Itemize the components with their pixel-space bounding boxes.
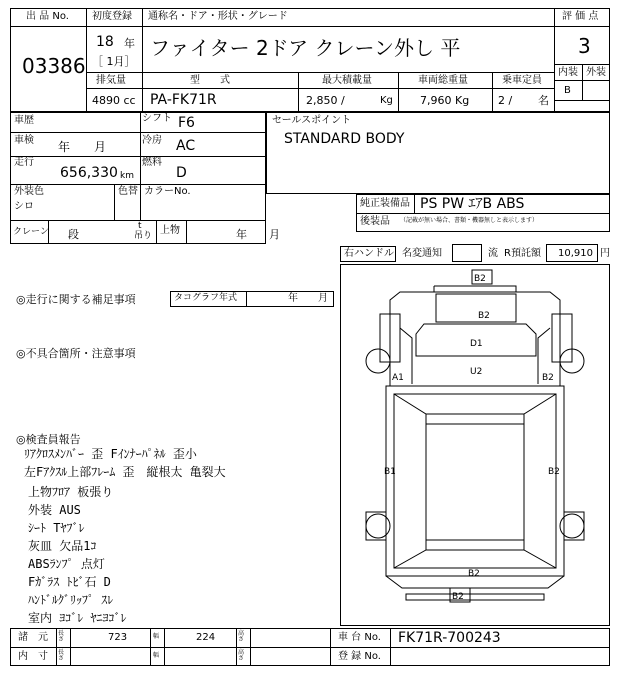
mark-b2-top: B2 xyxy=(474,274,486,284)
first-registration-label: 初度登録 xyxy=(92,11,132,22)
color-value: シロ xyxy=(14,201,34,212)
inspector-line-7: ABSﾗﾝﾌﾟ 点灯 xyxy=(28,557,105,571)
crane-label: クレーン xyxy=(13,227,49,237)
body-value: 年 月 xyxy=(236,228,280,241)
height-label: 高さ xyxy=(238,630,245,643)
tachograph-value: 年 月 xyxy=(288,293,328,304)
plate-label: 登 録 No. xyxy=(338,651,381,662)
mark-b2-rear: B2 xyxy=(468,569,480,579)
inspector-line-1: ﾘｱｸﾛｽﾒﾝﾊﾞｰ 歪 Fｲﾝﾅｰﾊﾟﾈﾙ 歪小 xyxy=(24,447,197,461)
inspector-heading: ◎検査員報告 xyxy=(16,433,81,446)
inspector-line-6: 灰皿 欠品1ｺ xyxy=(28,539,97,553)
body-label: 上物 xyxy=(160,225,180,236)
mileage-unit: km xyxy=(120,171,134,181)
exterior-grade-label: 外装 xyxy=(586,67,606,78)
mark-b2-right: B2 xyxy=(542,373,554,383)
history-label: 車歴 xyxy=(14,115,34,126)
ac-label: 冷房 xyxy=(142,135,162,146)
registration-year-unit: 年 xyxy=(124,37,135,50)
registration-month: ［ 1月］ xyxy=(92,55,136,68)
max-load-value: 2,850 / xyxy=(306,94,345,107)
supplement-heading: ◎走行に関する補足事項 xyxy=(16,293,136,306)
mark-a1: A1 xyxy=(392,373,404,383)
color-change-label: 色替 xyxy=(118,186,138,197)
inspector-line-8: Fｶﾞﾗｽ ﾄﾋﾞ石 D xyxy=(28,575,111,589)
inspection-label: 車検 xyxy=(14,135,34,146)
inspector-line-10: 室内 ﾖｺﾞﾚ ﾔﾆﾖｺﾞﾚ xyxy=(28,611,127,625)
max-load-unit: Kg xyxy=(380,95,393,106)
chassis-number: FK71R-700243 xyxy=(398,630,501,646)
capacity-label: 乗車定員 xyxy=(502,75,542,86)
length-label: 長さ xyxy=(58,630,65,643)
capacity-value: 2 / xyxy=(498,94,513,107)
fuel-value: D xyxy=(176,165,187,181)
interior-dims-label: 内 寸 xyxy=(18,651,48,662)
height2-label: 高さ xyxy=(238,649,245,662)
recycle-value: 10,910 xyxy=(558,248,593,259)
defect-heading: ◎不具合箇所・注意事項 xyxy=(16,347,136,360)
type-label: 型 式 xyxy=(190,75,230,86)
equipment-label: 純正装備品 xyxy=(360,198,410,209)
capacity-unit: 名 xyxy=(538,94,549,107)
inspector-line-4: 外装 AUS xyxy=(28,503,81,517)
interior-grade: B xyxy=(564,85,571,96)
lot-number: 03386 xyxy=(22,54,86,78)
mark-b1-left: B1 xyxy=(384,467,396,477)
crane-ton-bottom: 吊り xyxy=(134,231,153,241)
sales-point-value: STANDARD BODY xyxy=(284,131,405,147)
max-load-label: 最大積載量 xyxy=(322,75,372,86)
color-label: 外装色 xyxy=(14,186,44,197)
crane-ton-top: t xyxy=(138,221,142,231)
width-label: 幅 xyxy=(153,633,160,640)
gross-weight-value: 7,960 Kg xyxy=(420,94,470,107)
crane-stage: 段 xyxy=(68,228,79,241)
score-label: 評 価 点 xyxy=(562,11,599,22)
mark-u2: U2 xyxy=(470,367,483,377)
length-value: 723 xyxy=(108,632,128,643)
equipment-value: PS PW ｴｱB ABS xyxy=(420,196,525,212)
sales-point-label: セールスポイント xyxy=(272,115,352,126)
shift-label: シフト xyxy=(142,113,172,124)
tax-label: 流 xyxy=(488,248,498,259)
lot-label: 出 品 No. xyxy=(26,11,69,22)
width-value: 224 xyxy=(196,632,216,643)
interior-grade-label: 内装 xyxy=(558,67,578,78)
mark-b2-hood: B2 xyxy=(478,311,490,321)
displacement-value: 4890 cc xyxy=(92,94,136,107)
width2-label: 幅 xyxy=(153,652,160,659)
inspector-line-3: 上物ﾌﾛｱ 板張り xyxy=(28,485,114,499)
recycle-yen: 円 xyxy=(600,248,610,259)
gross-weight-label: 車両総重量 xyxy=(418,75,468,86)
dims-label: 諸 元 xyxy=(18,632,48,643)
aftermarket-note: （記載が無い場合、書類・機器無しと表示します） xyxy=(400,217,539,224)
ac-value: AC xyxy=(176,138,196,154)
model-name: ファイター 2ドア クレーン外し 平 xyxy=(150,36,461,60)
inspection-value: 年 月 xyxy=(58,140,107,154)
aftermarket-label: 後装品 xyxy=(360,216,390,227)
chassis-label: 車 台 No. xyxy=(338,632,381,643)
model-label: 通称名・ドア・形状・グレード xyxy=(148,11,288,22)
mileage-value: 656,330 xyxy=(60,165,118,181)
mark-b2-bottom: B2 xyxy=(452,592,464,602)
fuel-label: 燃料 xyxy=(142,157,162,168)
truck-damage-diagram xyxy=(340,264,610,626)
inspector-line-9: ﾊﾝﾄﾞﾙｸﾞﾘｯﾌﾟ ｽﾚ xyxy=(28,593,114,607)
color-code-label: カラーNo. xyxy=(144,186,191,197)
inspector-line-5: ｼｰﾄ Tﾔﾌﾞﾚ xyxy=(28,521,85,535)
shift-value: F6 xyxy=(178,115,195,131)
displacement-label: 排気量 xyxy=(96,75,126,86)
rhd-label: 右ハンドル xyxy=(344,248,394,259)
name-change-box xyxy=(452,244,482,262)
mileage-label: 走行 xyxy=(14,157,34,168)
name-change-label: 名変通知 xyxy=(402,248,442,259)
tachograph-label: タコグラフ年式 xyxy=(174,293,238,303)
mark-d1: D1 xyxy=(470,339,483,349)
inspector-line-2: 左Fｱｸｽﾙ上部ﾌﾚｰﾑ 歪 縦根太 亀裂大 xyxy=(24,465,226,479)
length2-label: 長さ xyxy=(58,649,65,662)
overall-score: 3 xyxy=(578,34,591,58)
registration-year: 18 xyxy=(96,34,114,50)
recycle-label: R預託額 xyxy=(504,248,541,259)
mark-b2-side: B2 xyxy=(548,467,560,477)
type-value: PA-FK71R xyxy=(150,92,217,108)
